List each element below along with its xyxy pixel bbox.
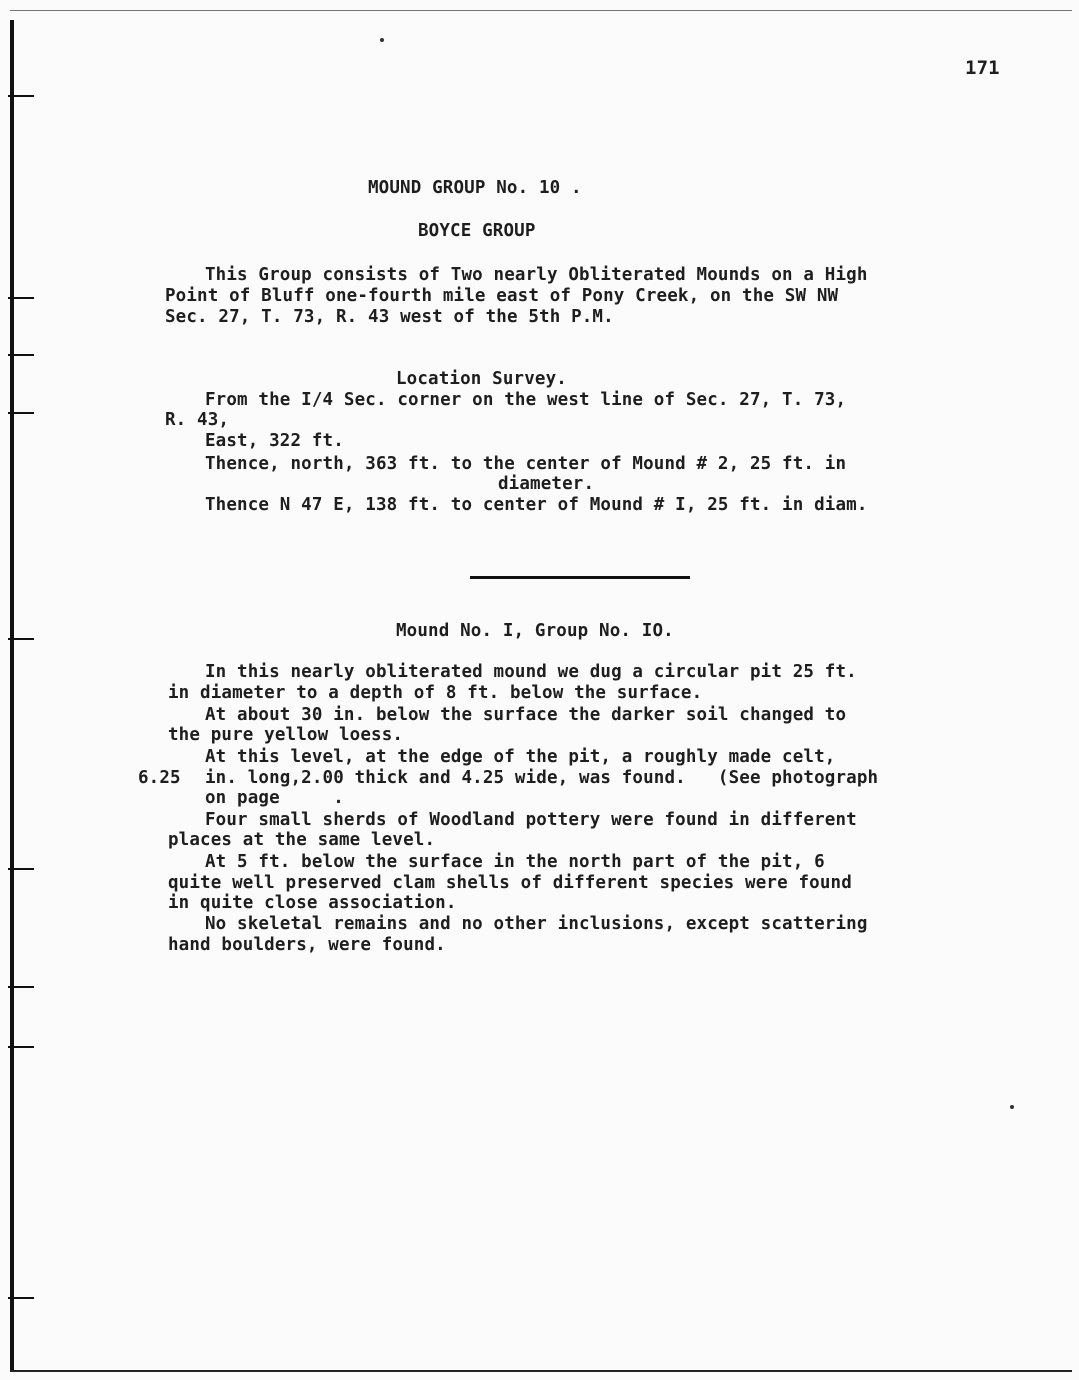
survey-line: diameter. — [498, 474, 595, 494]
survey-line: R. 43, — [165, 410, 230, 430]
binding-tick — [8, 95, 34, 97]
mound-text-line: the pure yellow loess. — [168, 725, 404, 745]
paper-speck — [380, 38, 384, 42]
page-number: 171 — [965, 57, 1000, 79]
mound-text-line: Four small sherds of Woodland pottery were found in different — [205, 810, 857, 830]
binding-tick — [8, 986, 34, 988]
mound-text-line: At 5 ft. below the surface in the north part of the pit, 6 — [205, 852, 825, 872]
mound-text-line: in diameter to a depth of 8 ft. below the surface. — [168, 683, 703, 703]
mound-text-line: places at the same level. — [168, 830, 436, 850]
binding-tick — [8, 638, 34, 640]
binding-tick — [8, 412, 34, 414]
margin-note: 6.25 — [138, 768, 181, 788]
survey-line: Thence N 47 E, 138 ft. to center of Mound # I, 25 ft. in diam. — [205, 495, 868, 515]
binding-tick — [8, 297, 34, 299]
page-left-binding-edge — [10, 20, 14, 1370]
description-line: Point of Bluff one-fourth mile east of Pony Creek, on the SW NW — [165, 286, 839, 306]
mound-text-line: No skeletal remains and no other inclusions, except scattering — [205, 914, 868, 934]
binding-tick — [8, 354, 34, 356]
survey-line: East, 322 ft. — [205, 431, 344, 451]
binding-tick — [8, 1297, 34, 1299]
group-title: MOUND GROUP No. 10 . — [368, 178, 582, 198]
description-line: Sec. 27, T. 73, R. 43 west of the 5th P.M. — [165, 307, 614, 327]
section-divider — [470, 576, 690, 579]
mound-text-line: in quite close association. — [168, 893, 457, 913]
binding-tick — [8, 1046, 34, 1048]
mound-text-line: At this level, at the edge of the pit, a roughly made celt, — [205, 747, 836, 767]
mound-text-line: quite well preserved clam shells of different species were found — [168, 873, 852, 893]
mound-text-line: on page . — [205, 788, 344, 808]
mound-text-line: At about 30 in. below the surface the darker soil changed to — [205, 705, 847, 725]
location-survey-heading: Location Survey. — [396, 369, 567, 389]
mound-text-line: in. long,2.00 thick and 4.25 wide, was found. (See photograph — [205, 768, 879, 788]
page-top-edge — [10, 10, 1072, 11]
group-subtitle: BOYCE GROUP — [418, 221, 536, 241]
mound-text-line: hand boulders, were found. — [168, 935, 446, 955]
survey-line: Thence, north, 363 ft. to the center of Mound # 2, 25 ft. in — [205, 454, 847, 474]
mound-heading: Mound No. I, Group No. IO. — [396, 621, 674, 641]
binding-tick — [8, 868, 34, 870]
page-bottom-edge — [10, 1370, 1072, 1372]
mound-text-line: In this nearly obliterated mound we dug a circular pit 25 ft. — [205, 662, 857, 682]
description-line: This Group consists of Two nearly Obliterated Mounds on a High — [205, 265, 868, 285]
survey-line: From the I/4 Sec. corner on the west line of Sec. 27, T. 73, — [205, 390, 847, 410]
paper-speck — [1010, 1105, 1014, 1109]
